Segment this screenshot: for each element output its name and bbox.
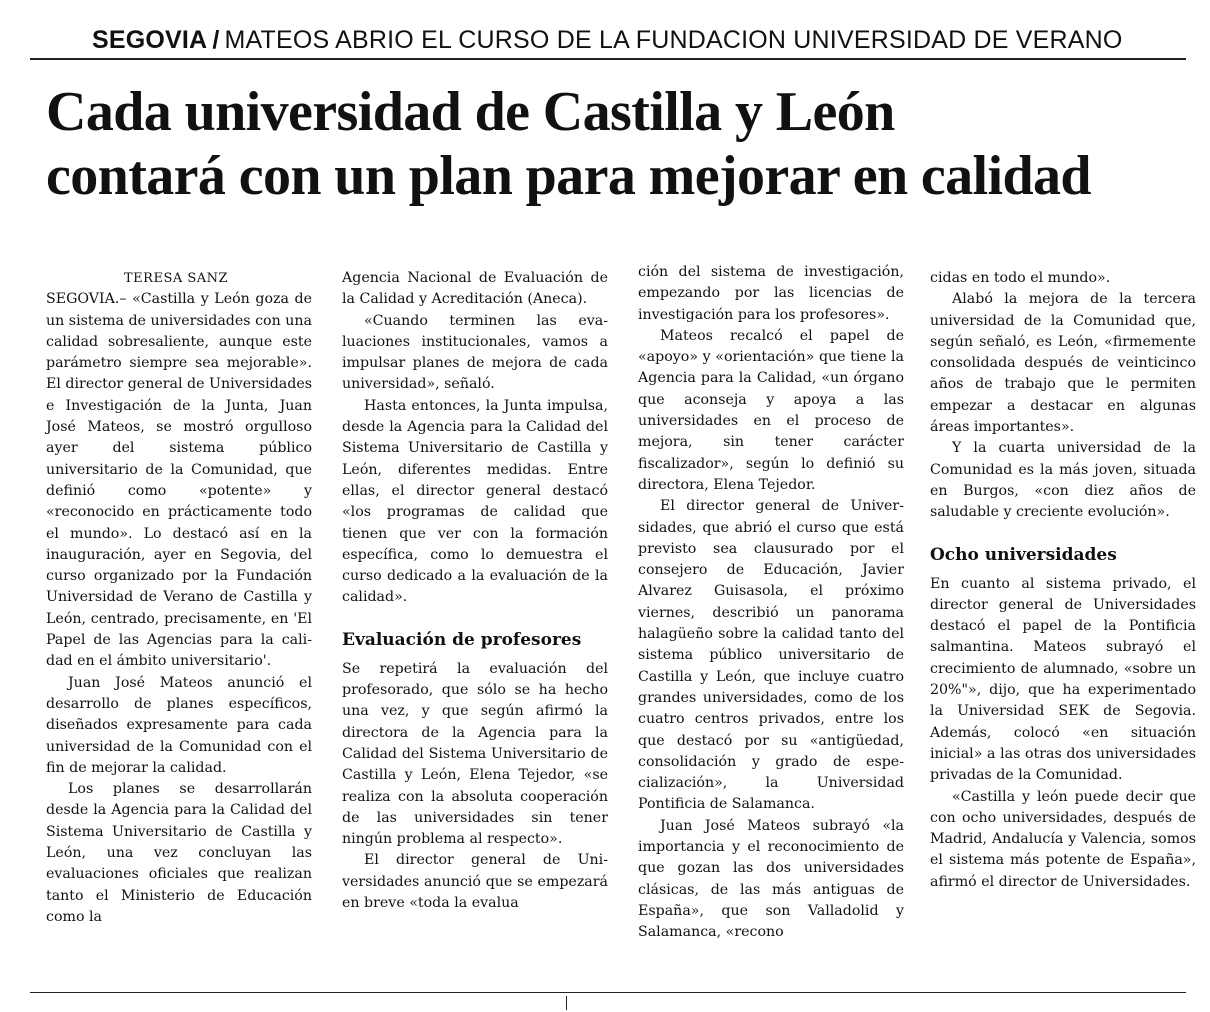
headline-line-2: contará con un plan para mejorar en calidad [46, 145, 1091, 207]
fold-mark [566, 996, 567, 1010]
col3-paragraph-1: ción del sistema de investigación, empezando por las licencias de investigación para los profesores». [638, 264, 904, 323]
col2-paragraph-5: El director general de Universidades anunció que se empezará en breve «toda la evalua [342, 852, 608, 912]
kicker-place: SEGOVIA [92, 26, 208, 54]
subhead-evaluacion: Evaluación de profesores [342, 629, 582, 650]
article-column-4 [930, 268, 1196, 893]
section-kicker [30, 26, 1186, 60]
col2-paragraph-4: Se repetirá la evaluación del profesorado, que sólo se ha hecho una vez, y que según afirmó la directora de la Agencia para la Calidad del Sistema Universitario de Castilla y León, Elena Tejedor, «se realiza con la absoluta cooperación de las universidades sin tener ningún problema al respecto». [342, 660, 608, 848]
col4-paragraph-4: En cuanto al sistema privado, el director general de Universidades destacó el papel de la Pontificia salmantina. Mateos subrayó el crecimiento de alumnado, «sobre un 20%"», dijo, que ha experimentado la Universidad SEK de Segovia. Además, colocó «en situación inicial» a las otras dos universidades privadas de la Comunidad. [930, 575, 1196, 784]
col4-paragraph-2: Alabó la mejora de la tercera universidad de la Comunidad que, según señaló, es León, «firmemente consolidada después de veinticinco años de trabajo que le permiten empezar a destacar en algunas áreas importantes». [930, 291, 1196, 436]
kicker-separator: / [212, 26, 220, 54]
headline-line-1: Cada universidad de Castilla y León [46, 81, 895, 143]
col3-paragraph-4: Juan José Mateos subrayó «la importancia y el reconocimiento de que gozan las dos universidades clásicas, de las más antiguas de España», que son Valladolid y Salamanca, «recono [638, 817, 904, 941]
col1-paragraph-1: SEGOVIA.– «Castilla y León goza de un sistema de universidades con una calidad sobresaliente, aunque este parámetro siempre sea mejorable». El director general de Universidades e Investigación de la Junta, Juan José Mateos, se mostró orgulloso ayer del sistema público universitario de la Comunidad, que definió como «potente» y «reconocido en prácticamente todo el mundo». Lo destacó así en la inauguración, ayer en Segovia, del curso organizado por la Fundación Universidad de Verano de Castilla y León, centrado, precisamente, en 'El Papel de las Agencias para la calidad en el ámbito universitario'. [46, 291, 312, 670]
headline [46, 80, 1196, 208]
article-column-1 [46, 268, 312, 928]
col3-paragraph-3: El director general de Universidades, que abrió el curso que está previsto sea clausurado por el consejero de Educación, Javier Alvarez Guisasola, el próximo viernes, describió un panorama halagüeño sobre la calidad tanto del sistema público universitario de Castilla y León, que incluye cuatro grandes universidades, como de los cuatro centros privados, entre los que destacó por su «antigüedad, consolidación y grado de especialización», la Universidad Pontificia de Salamanca. [638, 498, 904, 813]
col4-paragraph-1: cidas en todo el mundo». [930, 270, 1111, 286]
subhead-ocho-universidades: Ocho universidades [930, 544, 1117, 565]
col2-paragraph-3: Hasta entonces, la Junta impulsa, desde la Agencia para la Calidad del Sistema Universitario de Castilla y León, diferentes medidas. Entre ellas, el director general destacó «los programas de calidad que tienen que ver con la formación específica, como lo demuestra el curso dedicado a la evaluación de la calidad». [342, 397, 608, 606]
byline: TERESA SANZ [124, 271, 229, 286]
col4-paragraph-5: «Castilla y león puede decir que con ocho universidades, después de Madrid, Andalucía y Valencia, somos el sistema más potente de España», afirmó el director de Universidades. [930, 788, 1196, 890]
col2-paragraph-2: «Cuando terminen las evaluaciones institucionales, vamos a impulsar planes de mejora de cada universidad», señaló. [342, 312, 608, 393]
col4-paragraph-3: Y la cuarta universidad de la Comunidad es la más joven, situada en Burgos, «con diez años de saludable y creciente evolución». [930, 440, 1196, 521]
col1-paragraph-2: Juan José Mateos anunció el desarrollo de planes específicos, diseñados expresamente para cada universidad de la Comunidad con el fin de mejorar la calidad. [46, 674, 312, 776]
col2-paragraph-1: Agencia Nacional de Evaluación de la Calidad y Acreditación (Aneca). [342, 270, 608, 308]
col3-paragraph-2: Mateos recalcó el papel de «apoyo» y «orientación» que tiene la Agencia para la Calidad, «un órgano que aconseja y apoya a las universidades en el proceso de mejora, sin tener carácter fiscalizador», según lo definió su directora, Elena Tejedor. [638, 327, 904, 493]
bottom-rule [30, 992, 1186, 993]
kicker-text: MATEOS ABRIO EL CURSO DE LA FUNDACION UNIVERSIDAD DE VERANO [224, 26, 1123, 54]
col1-paragraph-3: Los planes se desarrollarán desde la Agencia para la Calidad del Sistema Universitario de Castilla y León, una vez concluyan las evaluaciones oficiales que realizan tanto el Ministerio de Educación como la [46, 781, 312, 925]
article-column-2 [342, 268, 608, 914]
article-column-3 [638, 262, 904, 944]
